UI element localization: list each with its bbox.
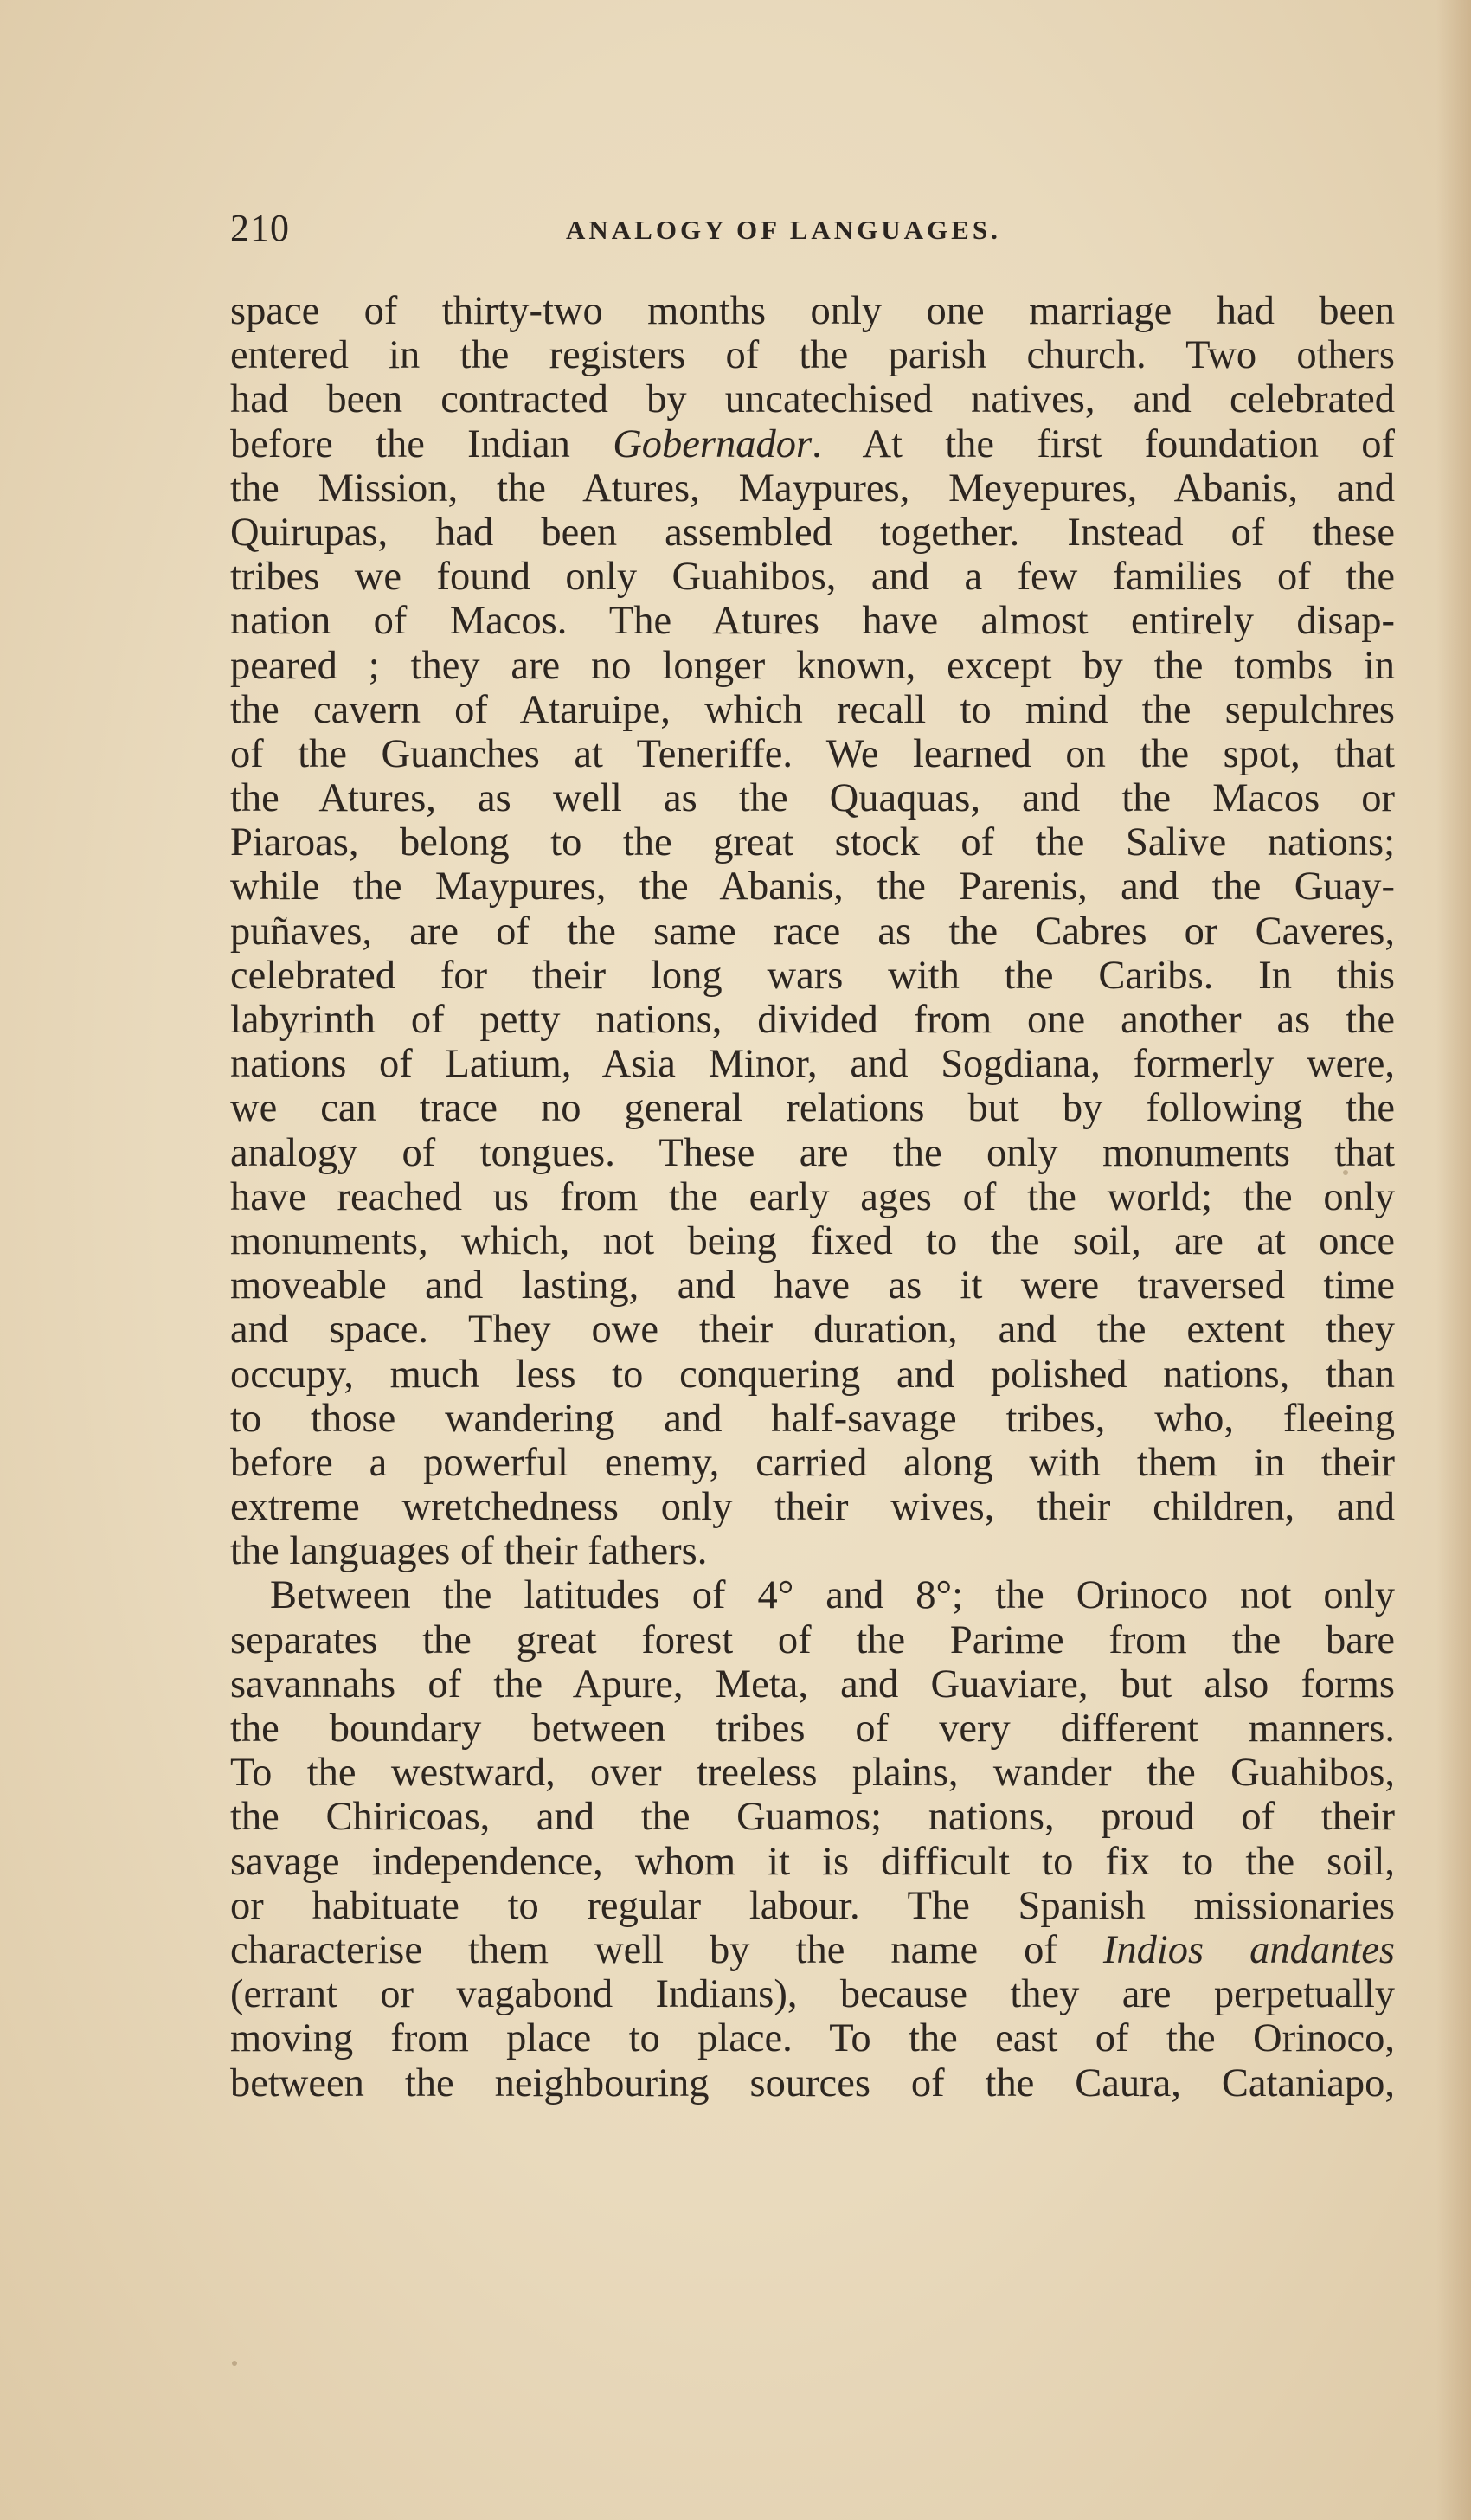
text-line: the cavern of Ataruipe, which recall to mind the sepulchres xyxy=(230,687,1395,732)
text-line: peared ; they are no longer known, except by the tombs in xyxy=(230,643,1395,688)
text-line: we can trace no general relations but by following the xyxy=(230,1086,1395,1131)
text-line: To the westward, over treeless plains, wander the Guahibos, xyxy=(230,1751,1395,1796)
text-line: Quirupas, had been assembled together. Instead of these xyxy=(230,510,1395,555)
text-line: analogy of tongues. These are the only monuments that xyxy=(230,1130,1395,1175)
text-line: entered in the registers of the parish church. Two others xyxy=(230,333,1395,378)
text-line: moving from place to place. To the east of the Orinoco, xyxy=(230,2016,1395,2061)
text-line: labyrinth of petty nations, divided from one another as the xyxy=(230,998,1395,1042)
text-line: between the neighbouring sources of the Caura, Cataniapo, xyxy=(230,2060,1395,2105)
text-line: (errant or vagabond Indians), because they are perpetually xyxy=(230,1972,1395,2017)
paper-speck xyxy=(232,2361,237,2366)
text-line: monuments, which, not being fixed to the soil, are at once xyxy=(230,1218,1395,1263)
page-number: 210 xyxy=(230,207,290,249)
text-line: celebrated for their long wars with the Caribs. In this xyxy=(230,953,1395,998)
text-line: extreme wretchedness only their wives, their children, and xyxy=(230,1485,1395,1530)
text-line: occupy, much less to conquering and polished nations, than xyxy=(230,1352,1395,1397)
text-line: the Mission, the Atures, Maypures, Meyepures, Abanis, and xyxy=(230,466,1395,511)
text-line: or habituate to regular labour. The Spanish missionaries xyxy=(230,1883,1395,1928)
text-line-paragraph-start: Between the latitudes of 4° and 8°; the Orinoco not only xyxy=(270,1573,1395,1618)
text-line: separates the great forest of the Parime from the bare xyxy=(230,1617,1395,1662)
page-header xyxy=(230,196,1398,265)
text-line: had been contracted by uncatechised natives, and celebrated xyxy=(230,377,1395,422)
text-line: Piaroas, belong to the great stock of the Salive nations; xyxy=(230,820,1395,865)
text-segment: before the Indian xyxy=(230,421,613,466)
text-line: tribes we found only Guahibos, and a few families of the xyxy=(230,555,1395,600)
text-line: before a powerful enemy, carried along with them in their xyxy=(230,1440,1395,1485)
text-line: to those wandering and half-savage tribes, who, fleeing xyxy=(230,1396,1395,1441)
italic-term: Indios andantes xyxy=(1102,1927,1395,1972)
text-line: the boundary between tribes of very different manners. xyxy=(230,1707,1395,1751)
paper-speck xyxy=(1343,1170,1348,1175)
running-title: ANALOGY OF LANGUAGES. xyxy=(566,215,1001,245)
text-line: the Atures, as well as the Quaquas, and the Macos or xyxy=(230,776,1395,821)
page-edge-shadow xyxy=(1436,0,1471,2520)
text-line xyxy=(230,422,1395,466)
text-segment: characterise them well by the name of xyxy=(230,1927,1103,1972)
body-text xyxy=(230,289,1395,2105)
text-line: nations of Latium, Asia Minor, and Sogdiana, formerly were, xyxy=(230,1042,1395,1087)
text-line: puñaves, are of the same race as the Cabres or Caveres, xyxy=(230,909,1395,954)
text-line: of the Guanches at Teneriffe. We learned on the spot, that xyxy=(230,731,1395,776)
text-line: nation of Macos. The Atures have almost entirely disap- xyxy=(230,599,1395,644)
text-line: savannahs of the Apure, Meta, and Guaviare, but also forms xyxy=(230,1662,1395,1707)
text-line: have reached us from the early ages of the world; the only xyxy=(230,1174,1395,1219)
text-line: while the Maypures, the Abanis, the Parenis, and the Guay- xyxy=(230,865,1395,910)
text-line: the Chiricoas, and the Guamos; nations, proud of their xyxy=(230,1795,1395,1840)
text-line-paragraph-end: the languages of their fathers. xyxy=(230,1529,708,1574)
text-line xyxy=(230,1928,1395,1972)
text-line: savage independence, whom it is difficult to fix to the soil, xyxy=(230,1839,1395,1884)
italic-term: Gobernador xyxy=(613,421,813,466)
text-line: and space. They owe their duration, and the extent they xyxy=(230,1308,1395,1353)
text-line: space of thirty-two months only one marriage had been xyxy=(230,289,1395,333)
text-line: moveable and lasting, and have as it were traversed time xyxy=(230,1263,1395,1308)
text-segment: . At the first foundation of xyxy=(812,421,1395,466)
